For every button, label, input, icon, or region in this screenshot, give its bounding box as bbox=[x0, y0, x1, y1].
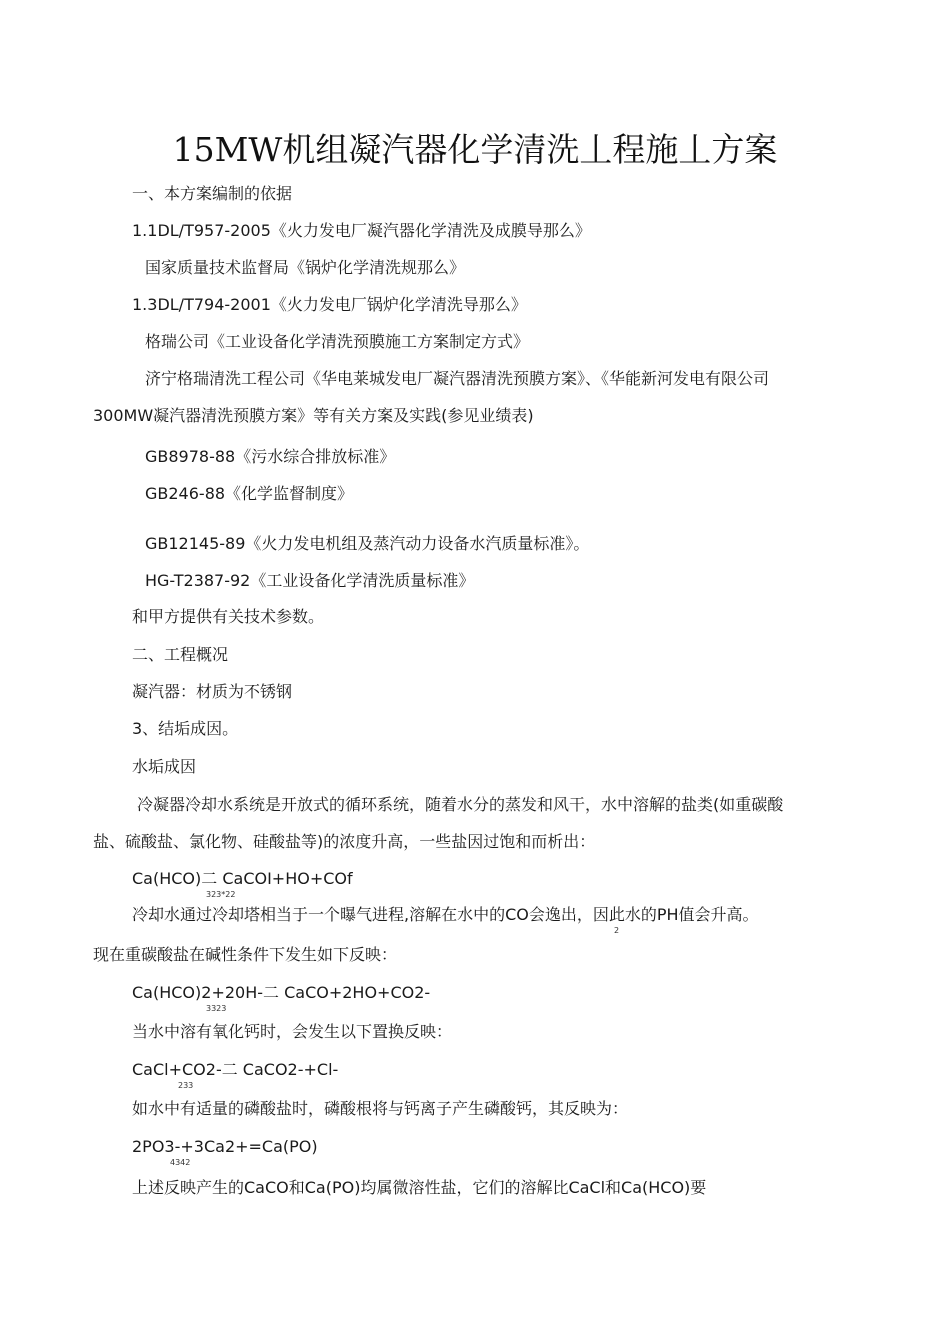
equation: Ca(HCO)二 CaCOI+HO+COf bbox=[132, 869, 353, 888]
paragraph-continued: 现在重碳酸盐在碱性条件下发生如下反映： bbox=[93, 945, 398, 964]
reference-item: 济宁格瑞清洗工程公司《华电莱城发电厂凝汽器清洗预膜方案》、《华能新河发电有限公司 bbox=[145, 369, 770, 388]
paragraph-continued: 盐、硫酸盐、氯化物、硅酸盐等)的浓度升高，一些盐因过饱和而析出： bbox=[93, 832, 596, 851]
reference-item: GB12145-89《火力发电机组及蒸汽动力设备水汽质量标准》。 bbox=[145, 534, 590, 553]
reference-item: 1.1DL/T957-2005《火力发电厂凝汽器化学清洗及成膜导那么》 bbox=[132, 221, 591, 240]
page-title: 15MW机组凝汽器化学清洗丄程施丄方案 bbox=[172, 130, 778, 169]
equation-subscripts: 323*22 bbox=[206, 890, 236, 899]
paragraph: 上述反映产生的CaCO和Ca(PO)均属微溶性盐，它们的溶解比CaCl和Ca(HCO)要 bbox=[132, 1178, 707, 1197]
reference-item: 格瑞公司《工业设备化学清洗预膜施工方案制定方式》 bbox=[145, 332, 530, 351]
equation: Ca(HCO)2+20H-二 CaCO+2HO+CO2- bbox=[132, 983, 431, 1002]
paragraph: 冷凝器冷却水系统是开放式的循环系统，随着水分的蒸发和风干，水中溶解的盐类(如重碳酸 bbox=[137, 795, 784, 814]
subsection-heading: 水垢成因 bbox=[132, 757, 197, 776]
reference-item: GB246-88《化学监督制度》 bbox=[145, 484, 354, 503]
equation: CaCl+CO2-二 CaCO2-+Cl- bbox=[132, 1060, 339, 1079]
equation: 2PO3-+3Ca2+=Ca(PO) bbox=[132, 1137, 318, 1156]
paragraph: 冷却水通过冷却塔相当于一个曝气进程,溶解在水中的CO会逸出，因此水的PH值会升高。 bbox=[132, 905, 759, 924]
section-heading-overview: 二、工程概况 bbox=[132, 645, 229, 664]
reference-item-continued: 300MW凝汽器清洗预膜方案》等有关方案及实践(参见业绩表) bbox=[93, 406, 534, 425]
reference-item: 和甲方提供有关技术参数。 bbox=[132, 607, 325, 626]
paragraph-subscript: 2 bbox=[614, 926, 620, 935]
condenser-material: 凝汽器：材质为不锈钢 bbox=[132, 682, 293, 701]
equation-subscripts: 233 bbox=[178, 1081, 194, 1090]
reference-item: HG-T2387-92《工业设备化学清洗质量标准》 bbox=[145, 571, 475, 590]
paragraph: 如水中有适量的磷酸盐时，磷酸根将与钙离子产生磷酸钙，其反映为： bbox=[132, 1099, 629, 1118]
section-heading-basis: 一、本方案编制的依据 bbox=[132, 184, 293, 203]
subsection-heading: 3、结垢成因。 bbox=[132, 719, 239, 738]
paragraph: 当水中溶有氧化钙时，会发生以下置换反映： bbox=[132, 1022, 453, 1041]
equation-subscripts: 4342 bbox=[170, 1158, 191, 1167]
reference-item: 1.3DL/T794-2001《火力发电厂锅炉化学清洗导那么》 bbox=[132, 295, 527, 314]
reference-item: GB8978-88《污水综合排放标准》 bbox=[145, 447, 396, 466]
equation-subscripts: 3323 bbox=[206, 1004, 227, 1013]
reference-item: 国家质量技术监督局《锅炉化学清洗规那么》 bbox=[145, 258, 466, 277]
